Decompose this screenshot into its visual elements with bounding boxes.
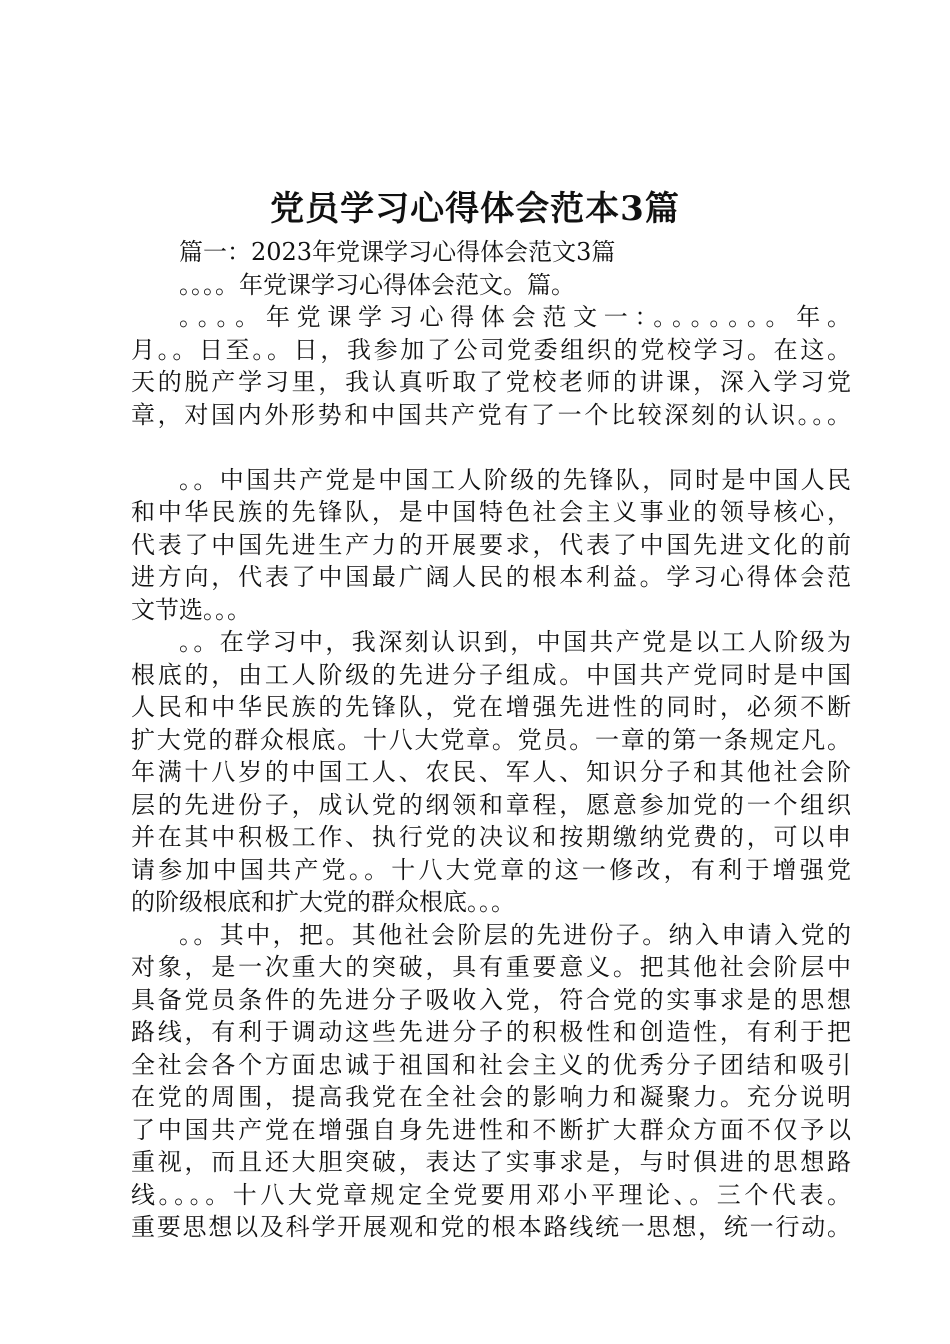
text-line: 月。。日至。。日，我参加了公司党委组织的党校学习。在这。 (131, 335, 851, 364)
text-line: 年满十八岁的中国工人、农民、军人、知识分子和其他社会阶 (131, 758, 851, 786)
text-line: 人民和中华民族的先锋队，党在增强先进性的同时，必须不断 (131, 693, 851, 721)
paragraph-spacer (131, 431, 851, 464)
text-line: 层的先进份子，成认党的纲领和章程，愿意参加党的一个组织 (131, 790, 851, 819)
text-line: 文节选。。。 (131, 595, 251, 624)
text-line: 并在其中积极工作、执行党的决议和按期缴纳党费的，可以申 (131, 823, 851, 851)
text-line: 对象，是一次重大的突破，具有重要意义。把其他社会阶层中 (131, 953, 851, 981)
text-line: 具备党员条件的先进分子吸收入党，符合党的实事求是的思想 (131, 985, 851, 1014)
text-line: 重视，而且还大胆突破，表达了实事求是，与时俱进的思想路 (131, 1148, 851, 1176)
text-line: 。。中国共产党是中国工人阶级的先锋队，同时是中国人民 (179, 465, 851, 494)
text-line: 在党的周围，提高我党在全社会的影响力和凝聚力。充分说明 (131, 1083, 851, 1111)
text-line: 。。在学习中，我深刻认识到，中国共产党是以工人阶级为 (179, 628, 851, 656)
document-title: 党员学习心得体会范本3篇 (270, 189, 680, 229)
text-line: 线。。。。十八大党章规定全党要用邓小平理论、。三个代表。 (131, 1180, 851, 1209)
text-line: 全社会各个方面忠诚于祖国和社会主义的优秀分子团结和吸引 (131, 1050, 851, 1079)
text-line: 和中华民族的先锋队，是中国特色社会主义事业的领导核心， (131, 498, 851, 526)
text-line: 请参加中国共产党。。十八大党章的这一修改，有利于增强党 (131, 855, 851, 884)
text-line: 。。。。年党课学习心得体会范文一：。。。。。。。年。 (179, 303, 851, 331)
text-line: 进方向，代表了中国最广阔人民的根本利益。学习心得体会范 (131, 563, 851, 591)
text-line: 代表了中国先进生产力的开展要求，代表了中国先进文化的前 (131, 530, 851, 559)
section-heading: 篇一：2023年党课学习心得体会范文3篇 (179, 238, 616, 266)
document-body (131, 236, 851, 1244)
text-line: 章，对国内外形势和中国共产党有了一个比较深刻的认识。。。 (131, 400, 851, 429)
text-line: 。。其中，把。其他社会阶层的先进份子。纳入申请入党的 (179, 920, 851, 949)
text-line: 路线，有利于调动这些先进分子的积极性和创造性，有利于把 (131, 1018, 851, 1046)
text-line: 。。。。年党课学习心得体会范文。篇。 (179, 270, 575, 299)
text-line: 根底的，由工人阶级的先进分子组成。中国共产党同时是中国 (131, 660, 851, 689)
text-line: 了中国共产党在增强自身先进性和不断扩大群众方面不仅予以 (131, 1115, 851, 1144)
text-line: 天的脱产学习里，我认真听取了党校老师的讲课，深入学习党 (131, 368, 851, 396)
text-line: 的阶级根底和扩大党的群众根底。。。 (131, 888, 515, 916)
text-line: 扩大党的群众根底。十八大党章。党员。一章的第一条规定凡。 (131, 725, 851, 754)
text-line: 重要思想以及科学开展观和党的根本路线统一思想，统一行动。 (131, 1213, 851, 1241)
